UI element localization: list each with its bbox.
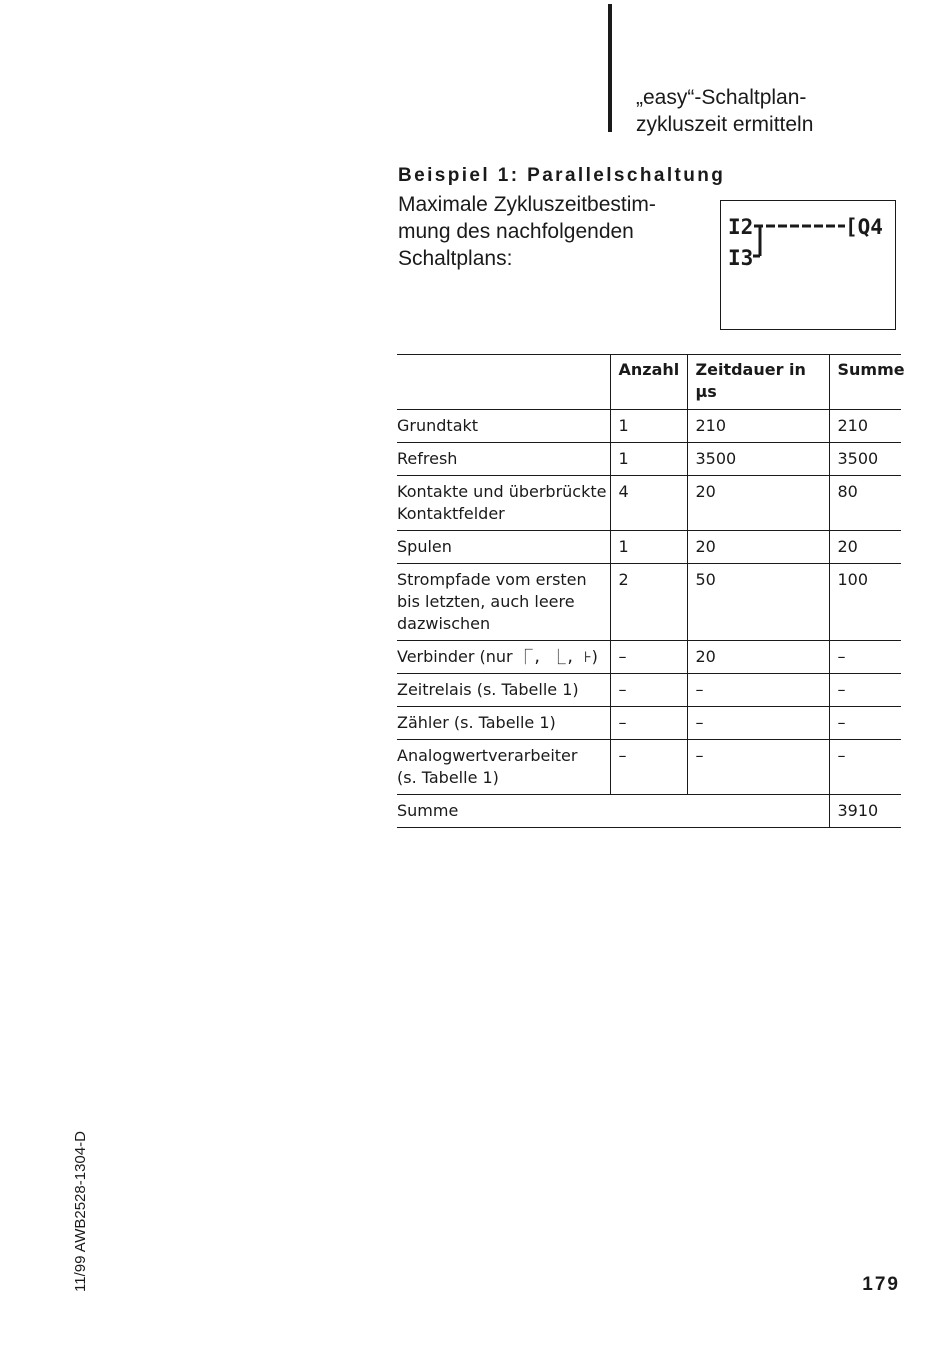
table-row <box>397 410 901 443</box>
header-empty <box>397 355 610 410</box>
example-description <box>398 191 656 272</box>
lcd-contact-i3: I3 <box>728 246 754 270</box>
row-count: 2 <box>610 564 687 641</box>
table-header-row <box>397 355 901 410</box>
row-count: – <box>610 740 687 795</box>
lcd-coil-q4: [Q4 <box>845 215 883 239</box>
row-label-suffix: ) <box>591 647 598 666</box>
lcd-circuit-svg <box>721 201 895 329</box>
row-label-line: (s. Tabelle 1) <box>397 768 499 787</box>
row-duration: 20 <box>687 531 829 564</box>
header-count: Anzahl <box>610 355 687 410</box>
section-title <box>636 84 813 138</box>
table-row <box>397 564 901 641</box>
row-label-line: dazwischen <box>397 614 491 633</box>
table-row <box>397 476 901 531</box>
table-row <box>397 443 901 476</box>
lcd-circuit-diagram <box>720 200 896 330</box>
example-desc-line: Schaltplans: <box>398 247 513 270</box>
cycle-time-table <box>397 354 905 828</box>
row-duration: 3500 <box>687 443 829 476</box>
row-sum: – <box>829 674 901 707</box>
row-count: – <box>610 674 687 707</box>
row-duration: – <box>687 740 829 795</box>
row-label: Zähler (s. Tabelle 1) <box>397 707 610 740</box>
row-label: Spulen <box>397 531 610 564</box>
row-label <box>397 476 610 531</box>
table-total-row <box>397 795 901 828</box>
row-sum: 3500 <box>829 443 901 476</box>
table-row <box>397 707 901 740</box>
row-duration: 50 <box>687 564 829 641</box>
document-code: 11/99 AWB2528-1304-D <box>72 1131 89 1292</box>
page-number: 179 <box>862 1274 900 1295</box>
row-label <box>397 564 610 641</box>
row-label: Refresh <box>397 443 610 476</box>
table-row <box>397 641 901 674</box>
row-label-line: Analogwertverarbeiter <box>397 746 578 765</box>
row-sum: 80 <box>829 476 901 531</box>
row-sum: 100 <box>829 564 901 641</box>
row-count: 1 <box>610 410 687 443</box>
row-label <box>397 641 610 674</box>
row-count: 4 <box>610 476 687 531</box>
table-row <box>397 740 901 795</box>
header-sum: Summe <box>829 355 901 410</box>
row-label-line: Strompfade vom ersten <box>397 570 587 589</box>
table-row <box>397 531 901 564</box>
row-label: Grundtakt <box>397 410 610 443</box>
row-label: Zeitrelais (s. Tabelle 1) <box>397 674 610 707</box>
row-count: – <box>610 641 687 674</box>
row-duration: 20 <box>687 476 829 531</box>
row-count: – <box>610 707 687 740</box>
row-sum: – <box>829 740 901 795</box>
row-label-line: Kontaktfelder <box>397 504 505 523</box>
connector-glyphs: ⎾, ⎿, ⊦ <box>517 648 592 666</box>
row-duration: – <box>687 707 829 740</box>
row-duration: 210 <box>687 410 829 443</box>
row-count: 1 <box>610 443 687 476</box>
section-marker-bar <box>608 4 612 132</box>
row-label-prefix: Verbinder (nur <box>397 647 518 666</box>
row-duration: – <box>687 674 829 707</box>
row-duration: 20 <box>687 641 829 674</box>
row-sum: – <box>829 641 901 674</box>
lcd-wiring <box>753 226 845 256</box>
table-row <box>397 674 901 707</box>
row-label-line: bis letzten, auch leere <box>397 592 575 611</box>
section-title-line-1: „easy“-Schaltplan- <box>636 86 807 109</box>
section-title-line-2: zykluszeit ermitteln <box>636 113 814 136</box>
row-count: 1 <box>610 531 687 564</box>
row-sum: 210 <box>829 410 901 443</box>
total-sum: 3910 <box>829 795 901 828</box>
lcd-contact-i2: I2 <box>728 215 754 239</box>
header-duration: Zeitdauer in µs <box>687 355 829 410</box>
example-desc-line: mung des nachfolgenden <box>398 220 634 243</box>
row-sum: 20 <box>829 531 901 564</box>
row-sum: – <box>829 707 901 740</box>
row-label-line: Kontakte und überbrückte <box>397 482 607 501</box>
total-label: Summe <box>397 795 829 828</box>
example-heading: Beispiel 1: Parallelschaltung <box>398 165 726 186</box>
example-desc-line: Maximale Zykluszeitbestim- <box>398 193 656 216</box>
row-label <box>397 740 610 795</box>
